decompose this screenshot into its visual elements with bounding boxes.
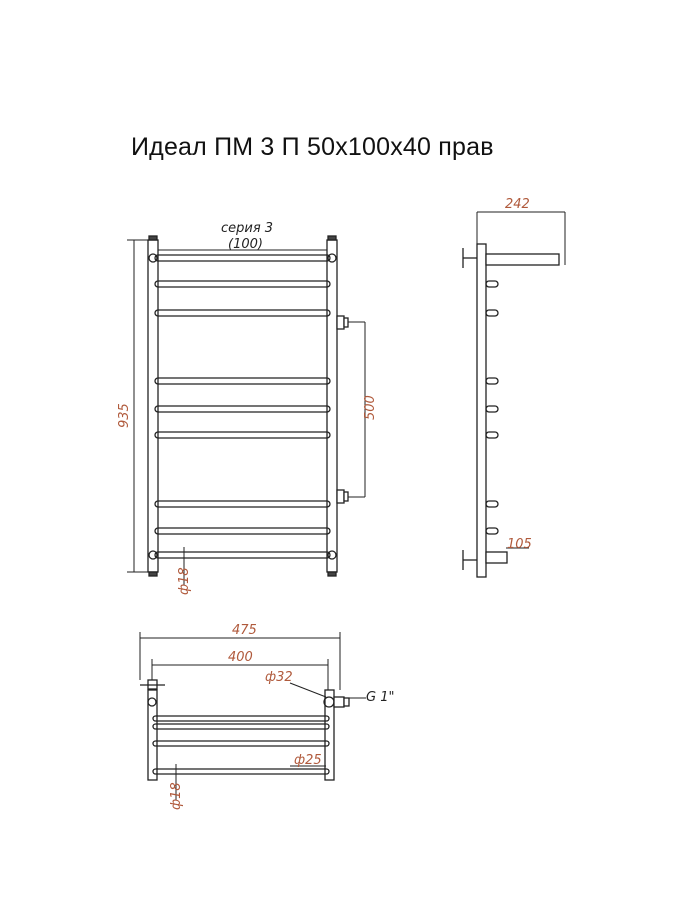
crossbar bbox=[155, 255, 330, 558]
thread-label: G 1" bbox=[366, 690, 395, 705]
overall-width-dimension: 475 bbox=[232, 623, 257, 638]
center-distance-dimension: 500 bbox=[363, 395, 378, 420]
side-rail bbox=[477, 244, 486, 577]
side-view bbox=[463, 212, 565, 577]
shelf-offset-dimension: 105 bbox=[507, 537, 532, 552]
bar-stub bbox=[486, 281, 498, 534]
side-shelf-top bbox=[486, 254, 559, 265]
connector-diameter: ф32 bbox=[265, 670, 293, 685]
depth-dimension: 242 bbox=[505, 197, 530, 212]
rail-diameter-front: ф18 bbox=[177, 567, 192, 595]
series-label: серия 3 bbox=[221, 221, 274, 236]
front-view bbox=[127, 236, 365, 585]
rail-diameter-top: ф18 bbox=[169, 782, 184, 810]
center-width-dimension: 400 bbox=[228, 650, 253, 665]
connector-top bbox=[337, 316, 344, 329]
height-dimension: 935 bbox=[117, 403, 132, 428]
side-shelf-bottom bbox=[486, 552, 507, 563]
connector-bottom bbox=[337, 490, 344, 503]
top-view bbox=[140, 632, 366, 800]
page-title: Идеал ПМ 3 П 50х100х40 прав bbox=[131, 133, 494, 161]
bar-diameter: ф25 bbox=[294, 753, 322, 768]
series-value: (100) bbox=[228, 237, 263, 252]
